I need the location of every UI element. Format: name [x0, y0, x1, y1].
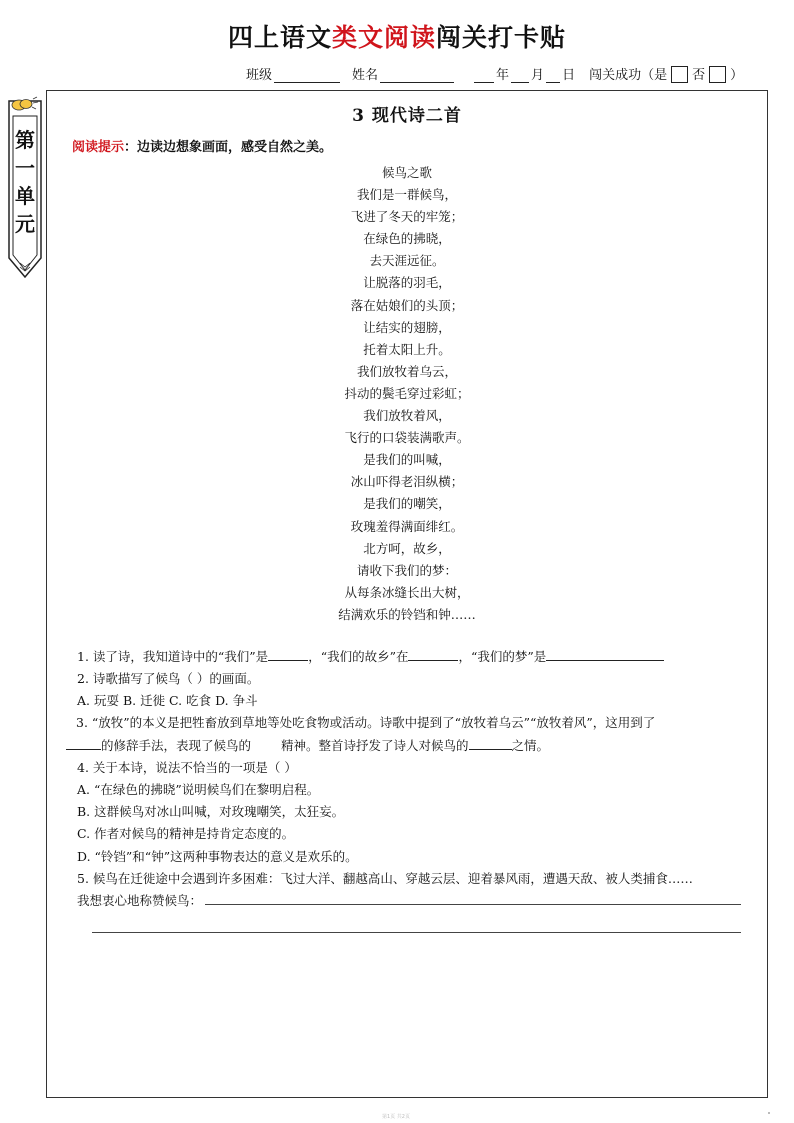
- poem-line: 飞进了冬天的牢笼；: [350, 209, 464, 225]
- year-field[interactable]: [474, 68, 494, 83]
- question-1: [77, 647, 664, 665]
- day-label: 日: [562, 68, 576, 83]
- q1-text-c: ，“我们的梦”是: [458, 649, 547, 664]
- pass-no-checkbox[interactable]: [709, 66, 726, 83]
- name-label: 姓名: [352, 68, 379, 83]
- q3-answer-blank-3[interactable]: [469, 737, 512, 750]
- poem-line: 结满欢乐的铃铛和钟……: [338, 606, 476, 622]
- pass-yes-checkbox[interactable]: [671, 66, 688, 83]
- q1-text-a: 1. 读了诗，我知道诗中的“我们”是: [77, 649, 269, 664]
- poem-line: 请收下我们的梦：: [356, 562, 457, 578]
- poem-line: 抖动的鬓毛穿过彩虹；: [344, 385, 470, 401]
- poem: [46, 162, 768, 626]
- question-4: 4. 关于本诗，说法不恰当的一项是（ ）: [77, 760, 297, 775]
- poem-line: 玫瑰羞得满面绯红。: [350, 518, 464, 534]
- side-tab-label: [8, 126, 42, 238]
- reading-tip: [72, 136, 332, 155]
- side-char: 单: [15, 184, 35, 208]
- question-3-line2: [66, 736, 549, 754]
- q1-answer-blank-1[interactable]: [268, 648, 308, 661]
- question-4-option-b: B. 这群候鸟对冰山叫喊，对玫瑰嘲笑，太狂妄。: [77, 804, 345, 819]
- title-part1: 四上语文: [227, 23, 332, 52]
- close-paren: ）: [730, 68, 744, 83]
- q3-answer-blank-1[interactable]: [66, 737, 101, 750]
- clapping-hands-icon: [10, 96, 40, 112]
- title-highlight: 类文阅读: [331, 23, 436, 52]
- poem-line: 冰山吓得老泪纵横；: [350, 474, 464, 490]
- q3-text-d: 之情。: [511, 738, 550, 753]
- q1-answer-blank-3[interactable]: [546, 648, 664, 661]
- poem-line: 落在姑娘们的头顶；: [350, 297, 464, 313]
- poem-line: 从每条冰缝长出大树，: [344, 584, 470, 600]
- class-label: 班级: [246, 68, 273, 83]
- side-char: 元: [15, 212, 35, 236]
- student-info-row: [246, 64, 743, 83]
- poem-line: 飞行的口袋装满歌声。: [344, 430, 470, 446]
- poem-line: 在绿色的拂晓，: [363, 231, 451, 247]
- poem-line: 我们是一群候鸟，: [356, 187, 457, 203]
- poem-line: 是我们的嘲笑，: [363, 496, 451, 512]
- question-3-line1: 3. “放牧”的本义是把牲畜放到草地等处吃食物或活动。诗歌中提到了“放牧着乌云”“放牧着风”，这用到了: [76, 715, 656, 730]
- name-field[interactable]: [380, 68, 454, 83]
- poem-line: 我们放牧着乌云，: [356, 363, 457, 379]
- side-char: 第: [15, 128, 35, 152]
- poem-line: 让结实的翅膀，: [363, 319, 451, 335]
- poem-title: 候鸟之歌: [381, 165, 432, 180]
- pass-label: 闯关成功（是: [589, 68, 668, 83]
- q5-answer-line-1[interactable]: [205, 904, 741, 905]
- unit-side-tab: [8, 100, 42, 278]
- corner-mark: [768, 1112, 770, 1114]
- title-part2: 闯关打卡贴: [436, 23, 567, 52]
- q5-answer-line-2[interactable]: [92, 932, 741, 933]
- question-2-options: A. 玩耍 B. 迁徙 C. 吃食 D. 争斗: [77, 693, 258, 708]
- lesson-title: 3 现代诗二首: [352, 106, 462, 126]
- month-field[interactable]: [511, 68, 529, 83]
- month-label: 月: [531, 68, 545, 83]
- poem-line: 托着太阳上升。: [363, 341, 451, 357]
- poem-line: 北方呵，故乡，: [363, 540, 451, 556]
- q1-text-b: ，“我们的故乡”在: [308, 649, 409, 664]
- q3-text-c: 精神。整首诗抒发了诗人对候鸟的: [281, 738, 469, 753]
- year-label: 年: [496, 68, 510, 83]
- poem-line: 是我们的叫喊，: [363, 452, 451, 468]
- poem-line: 去天涯远征。: [369, 253, 445, 269]
- question-2: 2. 诗歌描写了候鸟（ ）的画面。: [77, 671, 260, 686]
- tip-label: 阅读提示: [72, 140, 125, 155]
- poem-line: 我们放牧着风，: [363, 408, 451, 424]
- question-4-option-c: C. 作者对候鸟的精神是持肯定态度的。: [77, 826, 295, 841]
- question-5-line1: 5. 候鸟在迁徙途中会遇到许多困难：飞过大洋、翻越高山、穿越云层、迎着暴风雨，遭遇天敌、被人类捕食……: [77, 871, 693, 886]
- pass-no-label: 否: [692, 68, 706, 83]
- question-4-option-a: A. “在绿色的拂晓”说明候鸟们在黎明启程。: [77, 782, 320, 797]
- page-title: [0, 18, 794, 54]
- question-5-line2: 我想衷心地称赞候鸟：: [77, 893, 203, 908]
- q3-text-b: 的修辞手法，表现了候鸟的: [101, 738, 252, 753]
- side-char: 一: [15, 156, 35, 180]
- poem-line: 让脱落的羽毛，: [363, 275, 451, 291]
- tip-text: ：边读边想象画面，感受自然之美。: [124, 140, 333, 155]
- day-field[interactable]: [546, 68, 560, 83]
- page-number: 第1页 共2页: [382, 1114, 410, 1120]
- q1-answer-blank-2[interactable]: [408, 648, 458, 661]
- question-4-option-d: D. “铃铛”和“钟”这两种事物表达的意义是欢乐的。: [77, 849, 358, 864]
- class-field[interactable]: [274, 68, 340, 83]
